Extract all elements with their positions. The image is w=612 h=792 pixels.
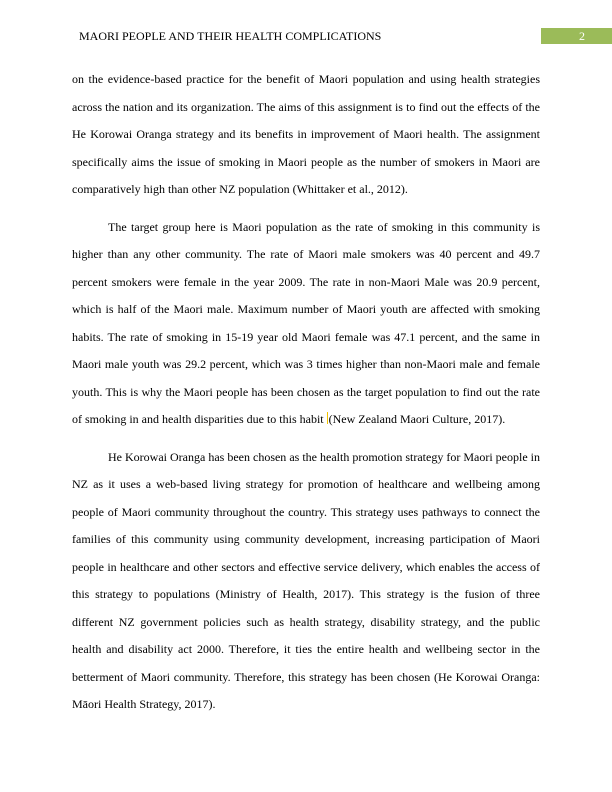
page-number: 2 <box>579 29 585 43</box>
comment-marker <box>327 412 328 424</box>
document-body <box>72 66 540 729</box>
paragraph-target-group <box>72 214 540 434</box>
running-head: MAORI PEOPLE AND THEIR HEALTH COMPLICATIONS <box>79 29 382 43</box>
page-header <box>0 28 612 44</box>
paragraph-intro: on the evidence-based practice for the benefit of Maori population and using health strategies across the nation and its organization. The aims of this assignment is to find out the effects of the He Korowai Oranga strategy and its benefits in improvement of Maori health. The assignment specifically aims the issue of smoking in Maori people as the number of smokers in Maori are comparatively high than other NZ population (Whittaker et al., 2012). <box>72 72 540 196</box>
paragraph-target-group-text: The target group here is Maori population as the rate of smoking in this community is higher than any other community. The rate of Maori male smokers was 40 percent and 49.7 percent smokers were female in the year 2009. The rate in non-Maori Male was 20.9 percent, which is half of the Maori male. Maximum number of Maori youth are affected with smoking habits. The rate of smoking in 15-19 year old Maori female was 47.1 percent, and the same in Maori male youth was 29.2 percent, which was 3 times higher than non-Maori male and female youth. This is why the Maori people has been chosen as the target population to find out the rate of smoking in and health disparities due to this habit <box>72 219 540 426</box>
paragraph-target-group-citation: (New Zealand Maori Culture, 2017). <box>328 412 506 426</box>
paragraph-strategy: He Korowai Oranga has been chosen as the health promotion strategy for Maori people in NZ as it uses a web-based living strategy for promotion of healthcare and wellbeing among people of Maori community throughout the country. This strategy uses pathways to connect the families of this community using community development, increasing participation of Maori people in healthcare and other sectors and effective service delivery, which enables the access of this strategy to populations (Ministry of Health, 2017). This strategy is the fusion of three different NZ government policies such as health strategy, disability strategy, and the public health and disability act 2000. Therefore, it ties the entire health and wellbeing sector in the betterment of Maori community. Therefore, this strategy has been chosen (He Korowai Oranga: Māori Health Strategy, 2017). <box>72 449 540 711</box>
page-number-box <box>541 28 612 44</box>
